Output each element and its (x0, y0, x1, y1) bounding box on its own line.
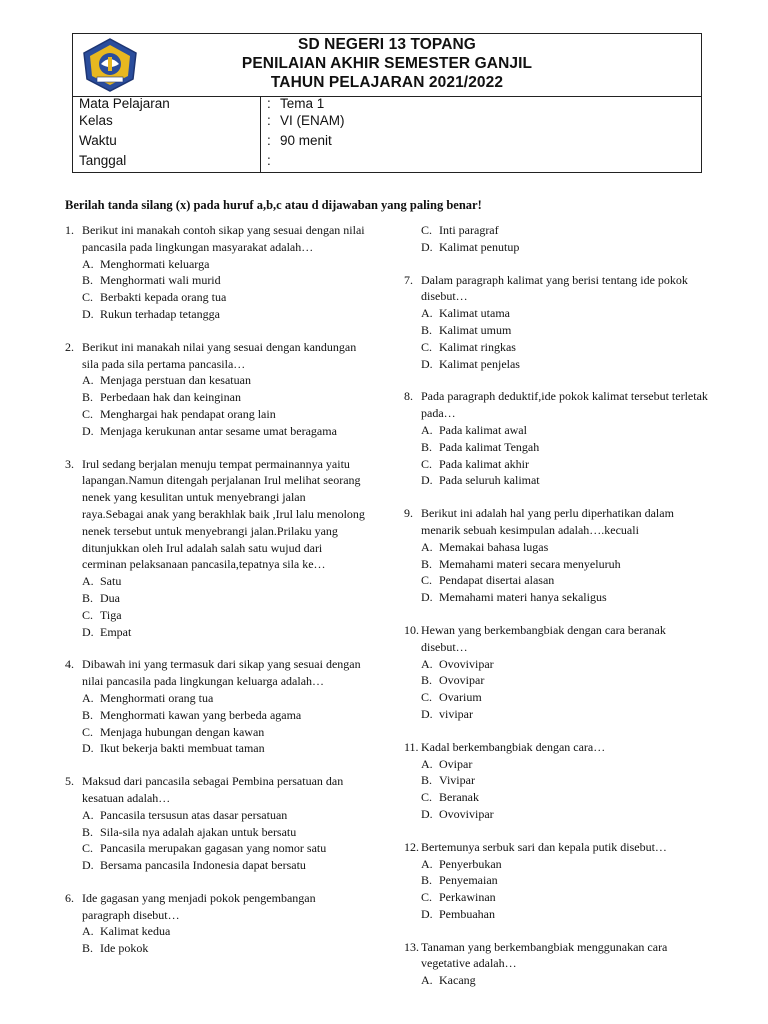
answer-option (404, 556, 714, 573)
info-value: Tema 1 (280, 96, 325, 111)
option-letter: B. (421, 673, 433, 688)
option-letter: D. (82, 741, 94, 756)
answer-option (65, 624, 365, 641)
option-letter: D. (82, 858, 94, 873)
question-item (404, 839, 714, 923)
question-item (65, 339, 365, 440)
option-letter: C. (421, 339, 433, 354)
answer-option (65, 940, 365, 957)
answer-option (65, 406, 365, 423)
option-text: Menghormati orang tua (100, 690, 214, 705)
option-text: Kacang (439, 973, 476, 988)
option-letter: B. (82, 590, 94, 605)
answer-option (404, 672, 714, 689)
option-text: Kalimat umum (439, 322, 512, 337)
exam-title: PENILAIAN AKHIR SEMESTER GANJIL (241, 55, 533, 72)
option-text: Pendapat disertai alasan (439, 573, 555, 588)
option-text: Satu (100, 574, 122, 589)
question-text: Bertemunya serbuk sari dan kepala putik disebut… (421, 839, 667, 854)
option-text: Ovipar (439, 756, 473, 771)
answer-option (404, 889, 714, 906)
option-text: Tiga (100, 607, 122, 622)
question-text: Ide gagasan yang menjadi pokok pengembangan paragraph disebut… (82, 890, 316, 922)
option-text: Bersama pancasila Indonesia dapat bersatu (100, 858, 306, 873)
question-item (65, 773, 365, 874)
question-number: 4. (65, 657, 74, 672)
question-number: 9. (404, 506, 413, 521)
option-text: Perkawinan (439, 890, 496, 905)
info-label: Kelas (79, 113, 113, 128)
answer-option (404, 322, 714, 339)
question-item (65, 656, 365, 757)
question-item (404, 505, 714, 606)
question-stem (65, 222, 365, 256)
answer-option (404, 856, 714, 873)
exam-header (72, 33, 702, 173)
option-letter: D. (421, 906, 433, 921)
option-letter: A. (82, 924, 94, 939)
answer-option (65, 590, 365, 607)
option-text: Perbedaan hak dan keinginan (100, 390, 241, 405)
option-text: Sila-sila nya adalah ajakan untuk bersatu (100, 824, 297, 839)
answer-option (404, 456, 714, 473)
info-colon: : (267, 96, 271, 111)
question-text: Pada paragraph deduktif,ide pokok kalimat tersebut terletak pada… (421, 389, 708, 421)
option-letter: B. (421, 439, 433, 454)
option-letter: C. (82, 406, 94, 421)
question-number: 11. (404, 739, 419, 754)
option-letter: A. (421, 756, 433, 771)
question-item (404, 939, 714, 989)
question-number: 2. (65, 339, 74, 354)
question-number: 12. (404, 839, 419, 854)
option-letter: A. (82, 574, 94, 589)
option-letter: C. (421, 790, 433, 805)
answer-option (404, 339, 714, 356)
answer-option (404, 772, 714, 789)
option-text: Empat (100, 624, 132, 639)
option-text: Memahami materi hanya sekaligus (439, 590, 607, 605)
answer-option (65, 256, 365, 273)
option-letter: B. (82, 390, 94, 405)
option-text: Penyemaian (439, 873, 498, 888)
answer-option (404, 439, 714, 456)
answer-option (65, 807, 365, 824)
question-text: Hewan yang berkembangbiak dengan cara beranak disebut… (421, 622, 666, 654)
option-letter: A. (421, 973, 433, 988)
option-letter: D. (421, 473, 433, 488)
info-label: Mata Pelajaran (79, 96, 170, 111)
option-letter: C. (82, 290, 94, 305)
answer-option (404, 356, 714, 373)
option-letter: B. (421, 773, 433, 788)
school-year: TAHUN PELAJARAN 2021/2022 (270, 74, 504, 91)
question-text: Dalam paragraph kalimat yang berisi tentang ide pokok disebut… (421, 272, 688, 304)
question-stem (404, 839, 714, 856)
option-text: Pada seluruh kalimat (439, 473, 540, 488)
option-letter: D. (421, 590, 433, 605)
info-label: Waktu (79, 133, 117, 148)
option-letter: B. (421, 873, 433, 888)
answer-option (404, 789, 714, 806)
option-letter: A. (82, 690, 94, 705)
option-letter: D. (421, 806, 433, 821)
question-text: Irul sedang berjalan menuju tempat permainannya yaitu lapangan.Namun ditengah perjalanan Irul melihat seorang nenek yang kesulitan untuk menyebrangi jalan raya.Sebagai anak yang berakhlak baik ,Irul lalu menolong nenek tersebut untuk menyebrangi jalan.Prilaku yang ditunjukkan oleh Irul adalah salah satu wujud dari cerminan pelaksanaan pancasila,tepatnya sila ke… (82, 456, 365, 572)
info-row-class (73, 113, 701, 132)
info-value: VI (ENAM) (280, 113, 345, 128)
option-text: Pembuahan (439, 906, 495, 921)
option-text: Ide pokok (100, 941, 149, 956)
answer-option (65, 573, 365, 590)
option-text: Ovovivipar (439, 656, 494, 671)
question-text: Dibawah ini yang termasuk dari sikap yang sesuai dengan nilai pancasila pada lingkungan keluarga adalah… (82, 657, 361, 689)
question-stem (404, 739, 714, 756)
option-text: Pada kalimat akhir (439, 456, 529, 471)
option-letter: A. (82, 807, 94, 822)
question-stem (65, 656, 365, 690)
option-text: Berbakti kepada orang tua (100, 290, 227, 305)
question-column-left (65, 222, 365, 973)
option-letter: C. (82, 724, 94, 739)
question-text: Kadal berkembangbiak dengan cara… (421, 739, 606, 754)
option-letter: A. (82, 373, 94, 388)
answer-option (65, 690, 365, 707)
answer-option (404, 589, 714, 606)
option-text: Pancasila merupakan gagasan yang nomor satu (100, 841, 327, 856)
option-text: Kalimat utama (439, 306, 510, 321)
option-letter: C. (421, 223, 433, 237)
question-item (404, 272, 714, 373)
option-text: Inti paragraf (439, 223, 499, 237)
option-text: Menjaga kerukunan antar sesame umat beragama (100, 423, 337, 438)
question-number: 13. (404, 939, 419, 954)
question-6-continuation (404, 222, 714, 256)
answer-option (404, 806, 714, 823)
option-text: Kalimat kedua (100, 924, 171, 939)
answer-option (65, 372, 365, 389)
answer-option (404, 756, 714, 773)
answer-option (404, 239, 714, 256)
question-text: Berikut ini manakah nilai yang sesuai dengan kandungan sila pada sila pertama pancasila… (82, 339, 357, 371)
question-item (65, 890, 365, 957)
answer-option (404, 706, 714, 723)
option-text: Ovovipar (439, 673, 485, 688)
option-text: Pancasila tersusun atas dasar persatuan (100, 807, 288, 822)
info-row-date (73, 153, 701, 172)
option-letter: C. (82, 607, 94, 622)
question-item (65, 222, 365, 323)
answer-option (404, 222, 714, 239)
question-item (65, 456, 365, 641)
option-letter: A. (421, 856, 433, 871)
question-stem (404, 939, 714, 973)
question-stem (65, 456, 365, 574)
answer-option (404, 972, 714, 989)
info-colon: : (267, 133, 271, 148)
option-letter: D. (82, 306, 94, 321)
option-letter: A. (421, 539, 433, 554)
info-label: Tanggal (79, 153, 127, 168)
answer-option (404, 689, 714, 706)
info-value: 90 menit (280, 133, 332, 148)
info-colon: : (267, 153, 271, 168)
answer-option (65, 824, 365, 841)
option-text: Penyerbukan (439, 856, 502, 871)
option-letter: C. (421, 456, 433, 471)
answer-option (404, 472, 714, 489)
question-number: 1. (65, 223, 74, 237)
option-text: Memahami materi secara menyeluruh (439, 556, 621, 571)
option-text: vivipar (439, 706, 473, 721)
question-text: Maksud dari pancasila sebagai Pembina persatuan dan kesatuan adalah… (82, 774, 344, 805)
option-text: Menghormati keluarga (100, 256, 210, 271)
option-letter: D. (421, 239, 433, 254)
instruction: Berilah tanda silang (x) pada huruf a,b,c atau d dijawaban yang paling benar! (65, 198, 482, 212)
question-stem (404, 272, 714, 306)
question-number: 10. (404, 622, 419, 637)
option-letter: B. (82, 941, 94, 956)
answer-option (404, 539, 714, 556)
question-item (404, 739, 714, 823)
question-text: Berikut ini adalah hal yang perlu diperhatikan dalam menarik sebuah kesimpulan adalah….kecuali (421, 506, 674, 537)
question-text: Berikut ini manakah contoh sikap yang sesuai dengan nilai pancasila pada lingkungan masyarakat adalah… (82, 223, 365, 254)
option-text: Ikut bekerja bakti membuat taman (100, 741, 265, 756)
option-letter: C. (421, 573, 433, 588)
option-text: Memakai bahasa lugas (439, 539, 549, 554)
answer-option (404, 656, 714, 673)
option-letter: B. (82, 707, 94, 722)
option-letter: D. (421, 356, 433, 371)
answer-option (65, 740, 365, 757)
option-text: Menjaga perstuan dan kesatuan (100, 373, 251, 388)
question-number: 5. (65, 774, 74, 789)
answer-option (65, 289, 365, 306)
option-text: Kalimat penjelas (439, 356, 520, 371)
option-text: Menjaga hubungan dengan kawan (100, 724, 265, 739)
option-text: Menghormati kawan yang berbeda agama (100, 707, 302, 722)
question-item (404, 388, 714, 489)
question-item (404, 622, 714, 723)
option-letter: B. (82, 824, 94, 839)
option-letter: D. (82, 423, 94, 438)
option-letter: D. (421, 706, 433, 721)
question-column-right (404, 222, 714, 1005)
info-colon: : (267, 113, 271, 128)
option-letter: B. (421, 322, 433, 337)
option-letter: C. (82, 841, 94, 856)
option-letter: A. (421, 306, 433, 321)
answer-option (404, 422, 714, 439)
option-text: Menghormati wali murid (100, 273, 221, 288)
question-text: Tanaman yang berkembangbiak menggunakan cara vegetative adalah… (421, 939, 668, 971)
answer-option (65, 423, 365, 440)
option-letter: B. (421, 556, 433, 571)
answer-option (65, 923, 365, 940)
answer-option (65, 272, 365, 289)
option-text: Vivipar (439, 773, 475, 788)
answer-option (65, 607, 365, 624)
question-stem (404, 505, 714, 539)
option-text: Menghargai hak pendapat orang lain (100, 406, 276, 421)
option-letter: B. (82, 273, 94, 288)
answer-option (65, 707, 365, 724)
question-stem (65, 773, 365, 807)
option-letter: A. (421, 656, 433, 671)
question-stem (404, 388, 714, 422)
info-row-time (73, 133, 701, 152)
question-stem (65, 890, 365, 924)
header-title-area (73, 34, 701, 97)
school-name: SD NEGERI 13 TOPANG (298, 36, 476, 53)
option-text: Dua (100, 590, 120, 605)
option-text: Ovarium (439, 690, 482, 705)
answer-option (404, 872, 714, 889)
answer-option (65, 857, 365, 874)
option-text: Pada kalimat Tengah (439, 439, 540, 454)
answer-option (65, 724, 365, 741)
option-text: Beranak (439, 790, 479, 805)
option-letter: C. (421, 690, 433, 705)
option-text: Kalimat penutup (439, 239, 520, 254)
answer-option (404, 906, 714, 923)
question-number: 7. (404, 272, 413, 287)
question-number: 3. (65, 456, 74, 471)
option-letter: A. (82, 256, 94, 271)
option-text: Rukun terhadap tetangga (100, 306, 220, 321)
answer-option (65, 840, 365, 857)
answer-option (404, 305, 714, 322)
question-stem (404, 622, 714, 656)
answer-option (65, 306, 365, 323)
option-letter: C. (421, 890, 433, 905)
question-stem (65, 339, 365, 373)
answer-option (404, 572, 714, 589)
option-text: Ovovivipar (439, 806, 494, 821)
option-letter: A. (421, 422, 433, 437)
option-text: Kalimat ringkas (439, 339, 516, 354)
question-number: 8. (404, 389, 413, 404)
option-text: Pada kalimat awal (439, 422, 527, 437)
answer-option (65, 389, 365, 406)
question-number: 6. (65, 890, 74, 905)
option-letter: D. (82, 624, 94, 639)
